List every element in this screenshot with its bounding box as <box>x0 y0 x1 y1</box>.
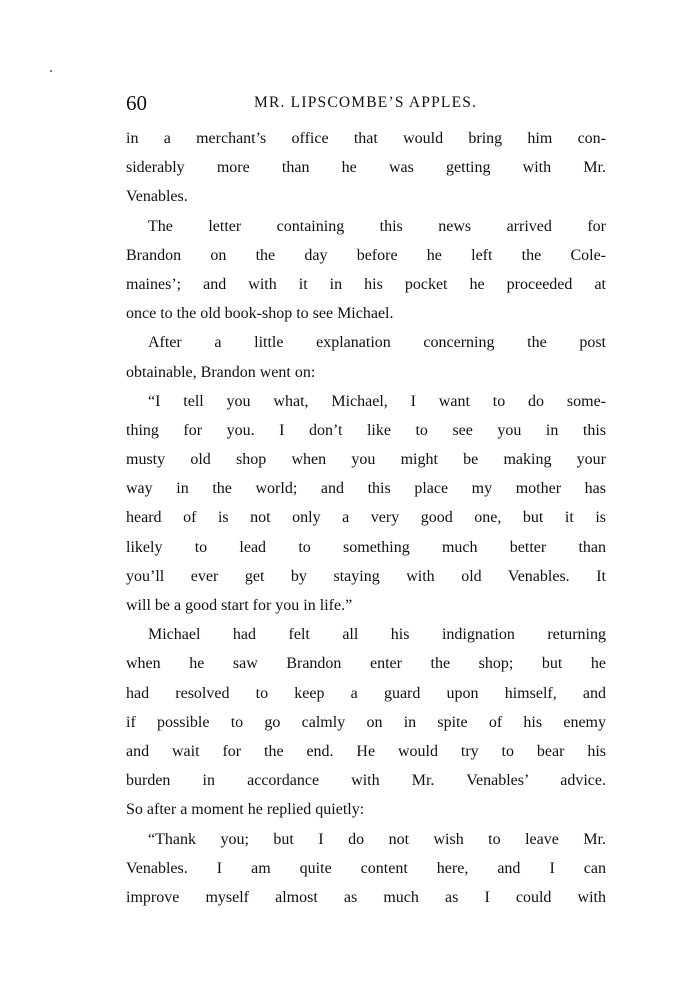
text-line: Venables. <box>126 188 188 206</box>
running-title: MR. LIPSCOMBE’S APPLES. <box>254 94 478 111</box>
page-number: 60 <box>126 91 147 115</box>
text-line: “I tell you what, Michael, I want to do some- <box>148 392 606 410</box>
text-line: will be a good start for you in life.” <box>126 597 353 614</box>
text-line: if possible to go calmly on in spite of his enemy <box>126 713 606 731</box>
text-line: “Thank you; but I do not wish to leave Mr. <box>148 830 606 848</box>
text-line: when he saw Brandon enter the shop; but he <box>126 655 606 673</box>
text-line: obtainable, Brandon went on: <box>126 363 316 381</box>
text-line: Brandon on the day before he left the Cole- <box>126 246 606 264</box>
text-line: once to the old book-shop to see Michael. <box>126 305 394 323</box>
text-line: So after a moment he replied quietly: <box>126 801 365 819</box>
body-text <box>126 130 606 918</box>
text-line: improve myself almost as much as I could with <box>126 888 606 906</box>
text-line: in a merchant’s office that would bring him con- <box>126 130 606 147</box>
text-line: likely to lead to something much better than <box>126 538 606 556</box>
text-line: and wait for the end. He would try to bear his <box>126 742 606 760</box>
running-head <box>126 88 606 118</box>
text-line: Michael had felt all his indignation returning <box>148 626 606 644</box>
text-line: After a little explanation concerning the post <box>148 334 606 352</box>
text-line: you’ll ever get by staying with old Venables. It <box>126 567 606 585</box>
text-line: musty old shop when you might be making your <box>126 451 606 469</box>
text-line: burden in accordance with Mr. Venables’ advice. <box>126 772 606 790</box>
text-line: heard of is not only a very good one, but it is <box>126 509 606 527</box>
text-line: maines’; and with it in his pocket he proceeded at <box>126 275 606 293</box>
text-line: had resolved to keep a guard upon himself, and <box>126 684 606 702</box>
text-line: siderably more than he was getting with Mr. <box>126 159 606 177</box>
page-speck <box>50 70 52 72</box>
text-line: Venables. I am quite content here, and I can <box>126 859 606 877</box>
text-line: way in the world; and this place my mother has <box>126 480 606 498</box>
text-line: thing for you. I don’t like to see you in this <box>126 421 606 439</box>
text-line: The letter containing this news arrived for <box>148 217 606 235</box>
